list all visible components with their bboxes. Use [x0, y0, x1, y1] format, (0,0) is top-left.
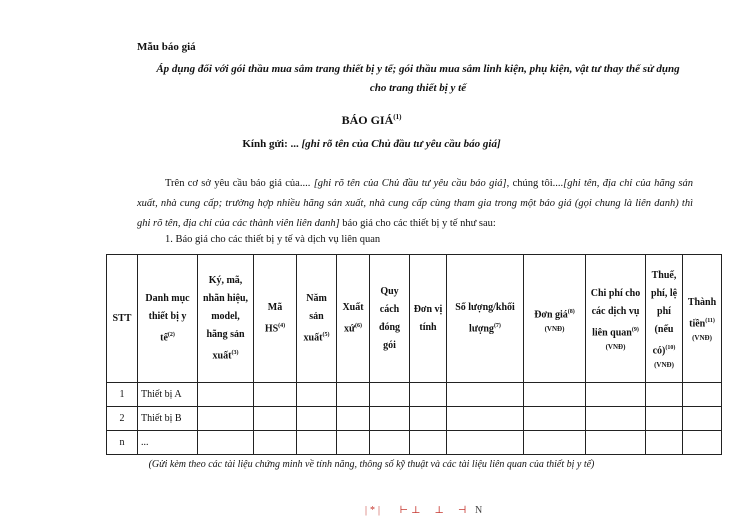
empty-cell [683, 383, 722, 407]
empty-cell [297, 383, 337, 407]
section-heading: 1. Báo giá cho các thiết bị y tế và dịch vụ liên quan [165, 234, 381, 245]
empty-cell [337, 431, 370, 455]
empty-cell [254, 431, 297, 455]
device-name: ... [138, 431, 198, 455]
column-footnote: (4) [278, 322, 286, 329]
empty-cell [524, 383, 586, 407]
column-header-label: Quy cách đóng gói [378, 285, 401, 351]
column-header [370, 255, 410, 383]
empty-cell [297, 431, 337, 455]
empty-cell [683, 431, 722, 455]
intro-part-1: Trên cơ sở yêu cầu báo giá của.... [165, 178, 311, 189]
empty-cell [337, 407, 370, 431]
empty-cell [254, 383, 297, 407]
scan-mark-glyphs: |*| ⊢⊥ ⊥ ⊣ [365, 505, 470, 516]
table-header-row [107, 255, 722, 383]
empty-cell [337, 383, 370, 407]
column-footnote: (5) [322, 331, 330, 338]
empty-cell [198, 407, 254, 431]
column-header [254, 255, 297, 383]
empty-cell [297, 407, 337, 431]
column-footnote: (2) [167, 331, 175, 338]
row-number: 1 [107, 383, 138, 407]
empty-cell [370, 431, 410, 455]
device-name: Thiết bị A [138, 383, 198, 407]
column-footnote: (8) [567, 308, 575, 315]
intro-part-5: báo giá cho các thiết bị y tế như sau: [339, 218, 496, 229]
empty-cell [586, 407, 646, 431]
column-unit: (VNĐ) [654, 361, 674, 370]
column-header-label: Danh mục thiết bị y tế [145, 292, 190, 344]
table-row [107, 383, 722, 407]
column-unit: (VNĐ) [692, 334, 712, 343]
row-number: n [107, 431, 138, 455]
empty-cell [410, 407, 447, 431]
recipient-line [0, 138, 743, 150]
empty-cell [586, 431, 646, 455]
column-header [646, 255, 683, 383]
title-footnote: (1) [393, 113, 402, 121]
column-header-label: Thành tiền [687, 296, 717, 330]
empty-cell [646, 407, 683, 431]
document-title [0, 113, 743, 128]
table-body [107, 383, 722, 455]
column-header-label: Đơn giá [534, 309, 568, 321]
column-header [138, 255, 198, 383]
column-unit: (VNĐ) [544, 325, 565, 334]
column-header-label: Số lượng/khối lượng [455, 301, 515, 335]
empty-cell [447, 407, 524, 431]
column-footnote: (10) [665, 344, 676, 351]
empty-cell [410, 383, 447, 407]
column-header [297, 255, 337, 383]
column-footnote: (9) [631, 326, 639, 333]
empty-cell [447, 431, 524, 455]
empty-cell [447, 383, 524, 407]
empty-cell [646, 383, 683, 407]
column-header [198, 255, 254, 383]
column-footnote: (11) [705, 317, 715, 324]
column-footnote: (7) [493, 322, 501, 329]
column-header [586, 255, 646, 383]
row-number: 2 [107, 407, 138, 431]
column-header-label: Xuất xứ [342, 301, 364, 335]
column-header [524, 255, 586, 383]
column-footnote: (6) [355, 322, 362, 329]
column-header [447, 255, 524, 383]
table-row [107, 407, 722, 431]
quotation-table [106, 254, 722, 455]
table-row [107, 431, 722, 455]
intro-part-2: [ghi rõ tên của Chủ đầu tư yêu cầu báo giá] [313, 178, 507, 189]
column-header-label: Chi phí cho các dịch vụ liên quan [590, 287, 641, 339]
column-header-label: Ký, mã, nhãn hiệu, model, hãng sản xuất [202, 274, 249, 362]
column-header [337, 255, 370, 383]
intro-paragraph [137, 174, 693, 234]
empty-cell [370, 407, 410, 431]
column-header-label: Mã HS [264, 301, 283, 335]
empty-cell [198, 383, 254, 407]
intro-part-4: [ghi tên, địa chỉ của hãng sản xuất, nhà cung cấp; trường hợp nhiều hãng sản xuất, nhà cung cấp cùng tham gia trong một báo giá (gọi chung là liên danh) thì ghi rõ tên, địa chỉ của các thành viên liên danh] [137, 178, 694, 229]
column-footnote: (3) [231, 349, 239, 356]
empty-cell [254, 407, 297, 431]
column-header [107, 255, 138, 383]
device-name: Thiết bị B [138, 407, 198, 431]
title-text: BÁO GIÁ [341, 113, 394, 127]
recipient-label: Kính gửi: ... [242, 138, 299, 150]
empty-cell [370, 383, 410, 407]
scan-marks [365, 505, 485, 516]
empty-cell [198, 431, 254, 455]
column-unit: (VNĐ) [605, 343, 626, 352]
recipient-value: [ghi rõ tên của Chủ đầu tư yêu cầu báo giá] [301, 138, 501, 150]
empty-cell [410, 431, 447, 455]
intro-part-3: , chúng tôi.... [506, 178, 564, 189]
column-header-label: Đơn vị tính [413, 303, 443, 333]
empty-cell [524, 407, 586, 431]
empty-cell [646, 431, 683, 455]
empty-cell [586, 383, 646, 407]
empty-cell [524, 431, 586, 455]
scan-tick: N [469, 505, 486, 516]
column-header-label: Thuế, phí, lệ phí (nếu có) [650, 269, 678, 357]
column-header [410, 255, 447, 383]
column-header-label: STT [112, 312, 132, 324]
empty-cell [683, 407, 722, 431]
form-label: Mẫu báo giá [137, 41, 196, 53]
column-header-label: Năm sản xuất [303, 292, 327, 344]
scope-line: Áp dụng đối với gói thầu mua sắm trang thiết bị y tế; gói thầu mua sắm linh kiện, phụ kiện, vật tư thay thế sử dụng cho trang thiết bị y tế [156, 63, 680, 94]
column-header [683, 255, 722, 383]
attachment-note: (Gửi kèm theo các tài liệu chứng minh về tính năng, thông số kỹ thuật và các tài liệu liên quan của thiết bị y tế) [148, 459, 595, 470]
